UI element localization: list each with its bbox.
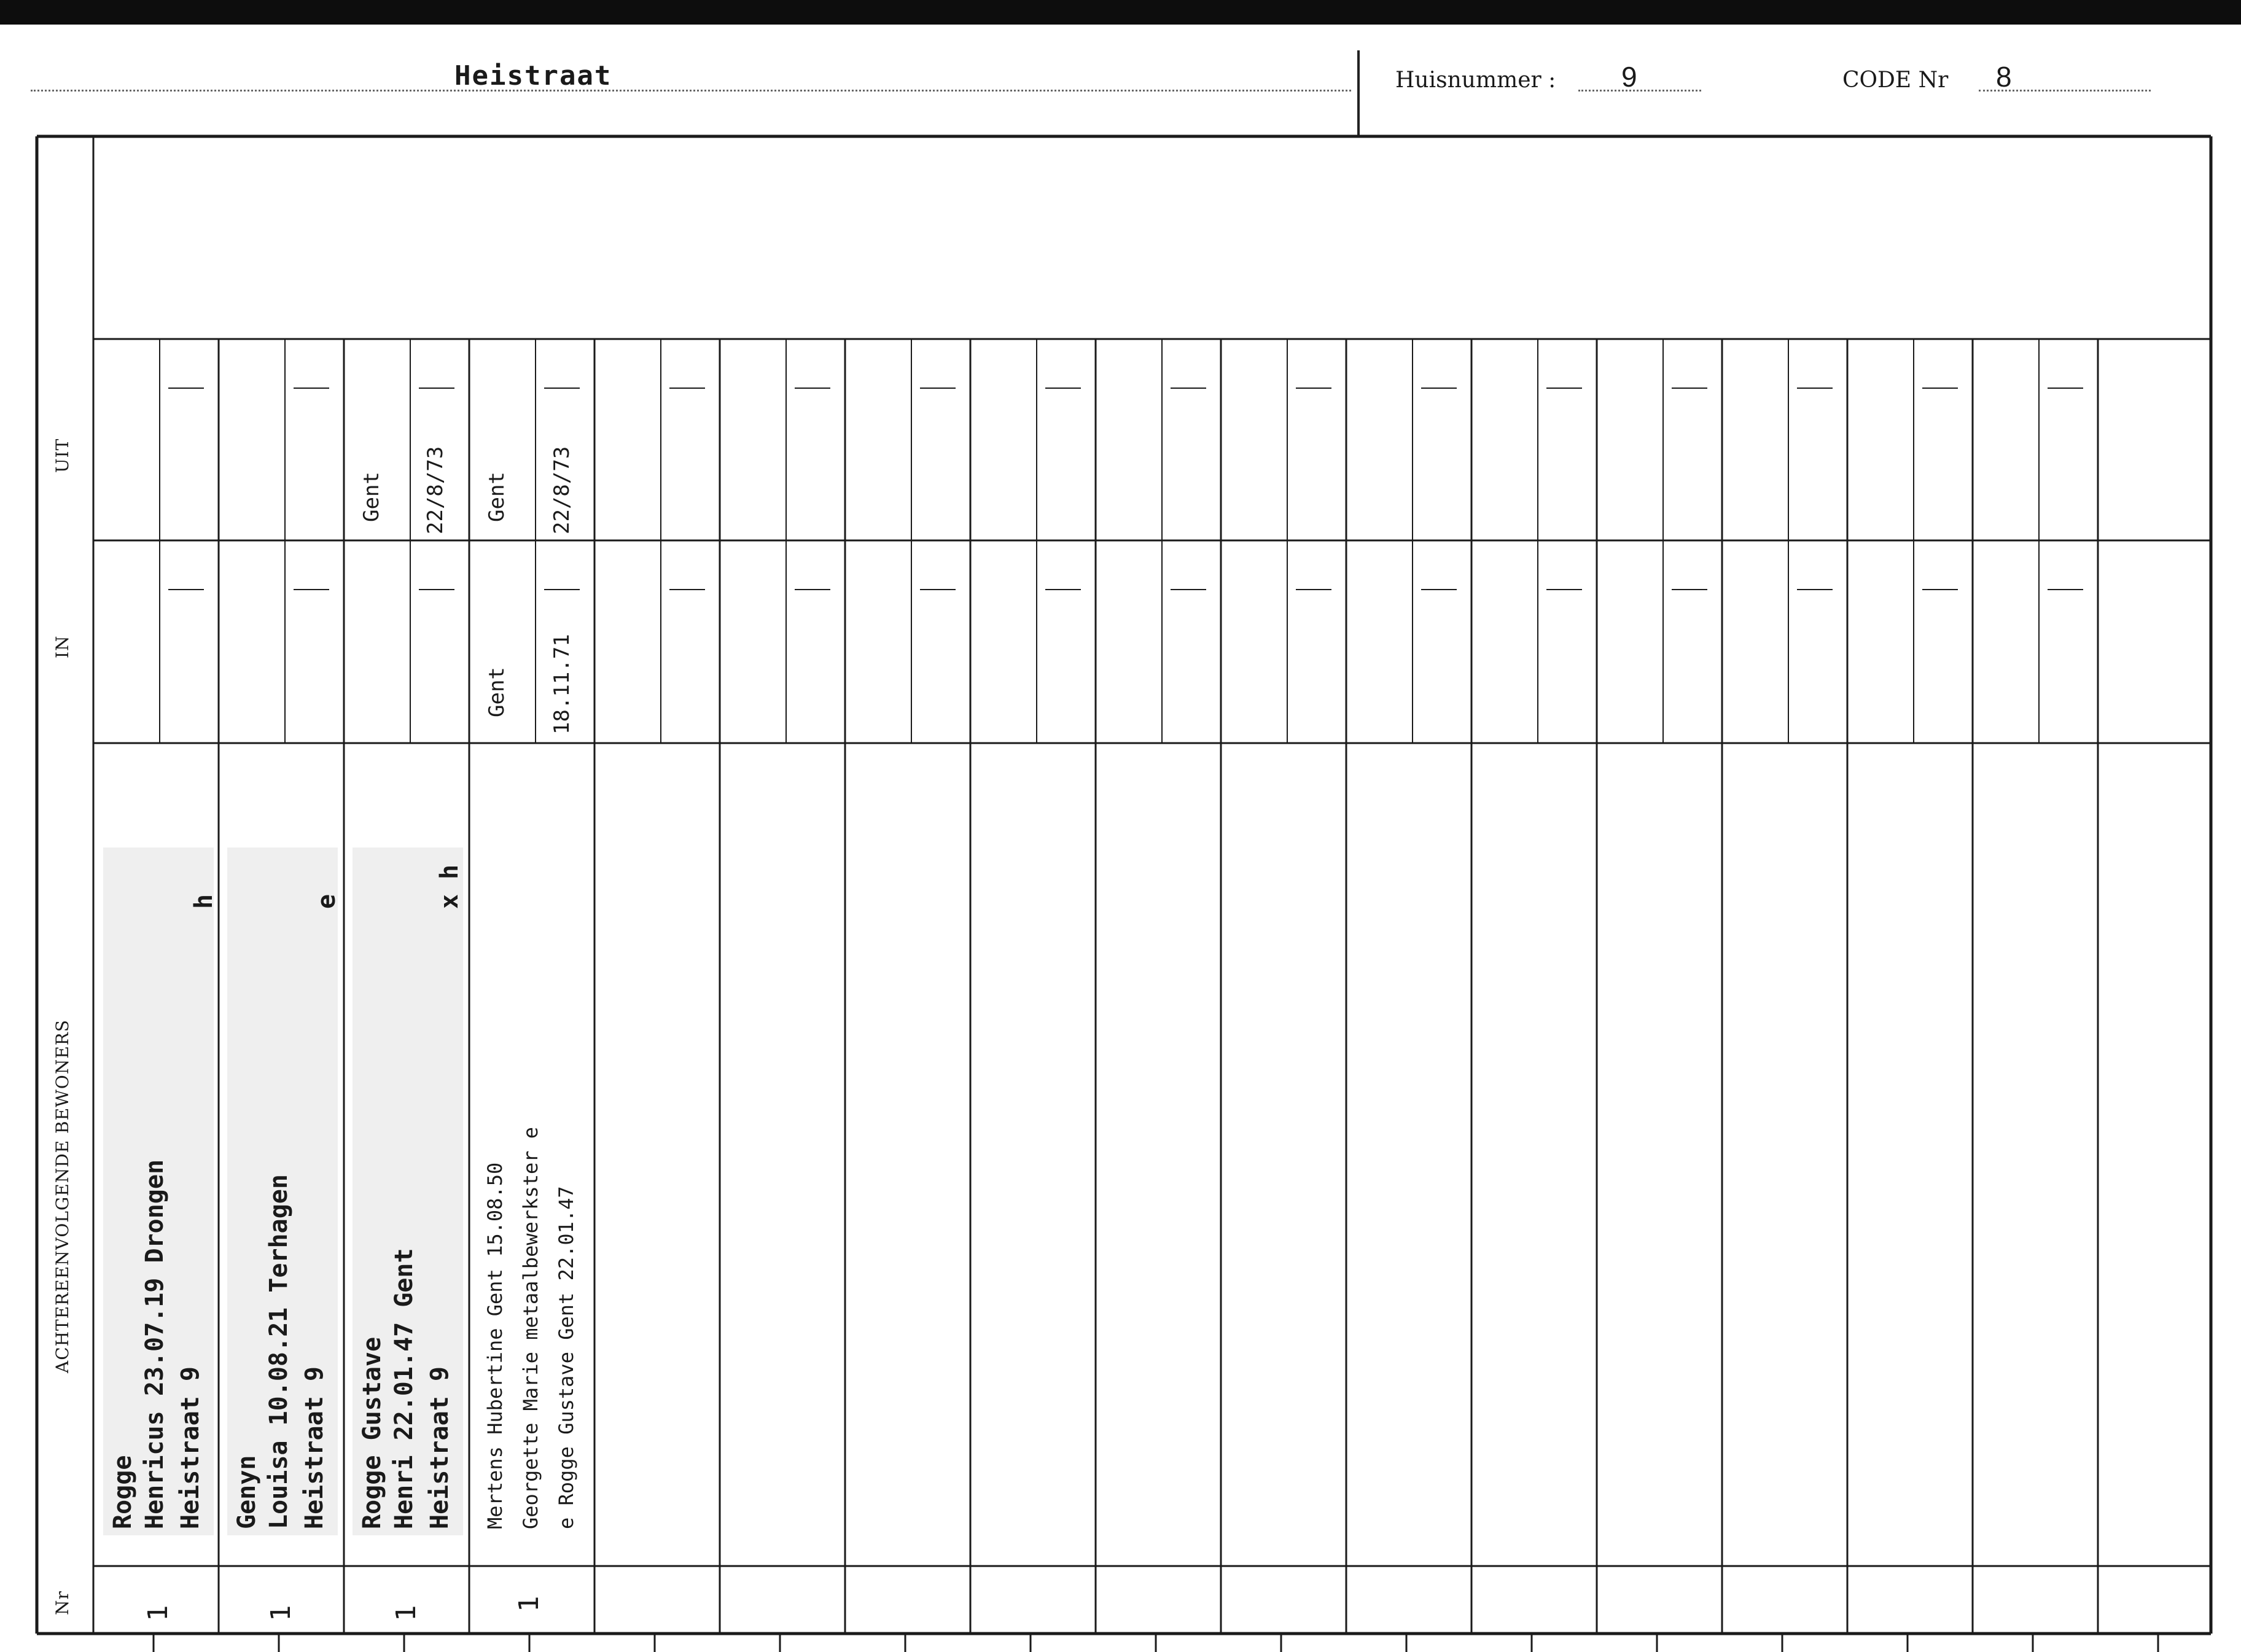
resident-line: Rogge Gustave	[358, 1336, 386, 1529]
uit-place: Gent	[359, 472, 384, 522]
row-label-uit: UIT	[52, 438, 72, 473]
resident-line: e Rogge Gustave Gent 22.01.47	[555, 1186, 578, 1529]
code-value: 8	[1996, 61, 2012, 93]
house-number-label: Huisnummer :	[1395, 68, 1556, 93]
row-number: 1	[142, 1605, 174, 1621]
uit-place: Gent	[485, 472, 509, 522]
resident-line: Genyn	[233, 1455, 261, 1529]
code-label: CODE Nr	[1842, 68, 1949, 93]
row-label-nr: Nr	[52, 1591, 72, 1615]
street-name: Heistraat	[454, 60, 612, 92]
row-number: 1	[391, 1605, 422, 1621]
resident-line: Heistraat 9	[426, 1366, 454, 1529]
sex-mark: x h	[435, 864, 464, 909]
row-number: 1	[513, 1596, 545, 1612]
uit-date: 22/8/73	[423, 446, 448, 534]
uit-date: 22/8/73	[550, 446, 574, 534]
in-place: Gent	[485, 667, 509, 717]
resident-line: Henri 22.01.47 Gent	[390, 1248, 418, 1529]
resident-line: Rogge	[109, 1455, 137, 1529]
resident-line: Louisa 10.08.21 Terhagen	[265, 1174, 293, 1529]
sex-mark: h	[190, 894, 218, 909]
sex-mark: e	[313, 894, 341, 909]
resident-line: Heistraat 9	[176, 1366, 205, 1529]
resident-line: Mertens Hubertine Gent 15.08.50	[483, 1162, 507, 1529]
row-label-in: IN	[52, 635, 72, 658]
row-label-residents: ACHTEREENVOLGENDE BEWONERS	[52, 1019, 72, 1373]
resident-line: Henricus 23.07.19 Drongen	[141, 1159, 169, 1529]
house-number-value: 9	[1621, 61, 1637, 93]
resident-line: Georgette Marie metaalbewerkster e	[519, 1126, 542, 1529]
row-number: 1	[265, 1605, 297, 1621]
in-date: 18.11.71	[550, 634, 574, 734]
resident-line: Heistraat 9	[300, 1366, 329, 1529]
